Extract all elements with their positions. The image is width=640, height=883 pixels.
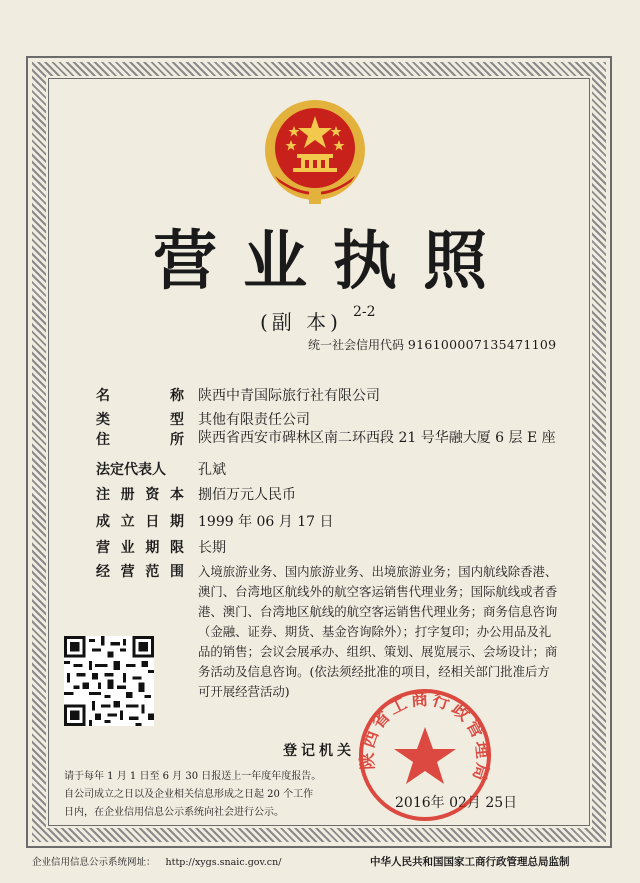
credit-code-value: 916100007135471109	[407, 337, 557, 352]
note-line: 日内，在企业信用信息公示系统向社会进行公示。	[64, 807, 284, 818]
footer-left	[32, 854, 281, 868]
document-title: 营业执照	[153, 224, 513, 299]
scope-line: （金融、证券、期货、基金咨询除外）；打字复印；办公用品及礼	[198, 624, 552, 639]
field-value-legal-rep: 孔斌	[198, 462, 226, 478]
scope-line: 可开展经营活动)	[198, 684, 290, 699]
scope-line: 入境旅游业务、国内旅游业务、出境旅游业务；国内航线除香港、	[198, 564, 558, 579]
credit-code-line	[308, 336, 556, 353]
field-label-address: 住 所	[96, 432, 184, 448]
field-value-scope	[198, 562, 618, 702]
svg-text:陕西省工商行政管理局: 陕西省工商行政管理局	[357, 689, 493, 786]
credit-code-label: 统一社会信用代码	[308, 338, 405, 352]
footer-url[interactable]: http://xygs.snaic.gov.cn/	[165, 857, 282, 868]
scope-line: 澳门、台湾地区航线外的航空客运销售代理业务；国际航线或者香	[198, 584, 558, 599]
field-value-term: 长期	[198, 540, 226, 556]
qr-code	[64, 636, 154, 726]
note-line: 自公司成立之日以及企业相关信息形成之日起 20 个工作	[64, 789, 314, 800]
field-value-name: 陕西中青国际旅行社有限公司	[198, 388, 380, 404]
field-label-type: 类 型	[96, 412, 184, 428]
scope-line: 务活动及信息咨询。(依法须经批准的项目，经相关部门批准后方	[198, 664, 550, 679]
field-value-established: 1999 年 06 月 17 日	[198, 514, 334, 530]
field-label-established: 成 立 日 期	[96, 514, 184, 530]
field-value-address: 陕西省西安市碑林区南二环西段 21 号华融大厦 6 层 E 座	[198, 430, 556, 446]
official-seal-icon	[355, 685, 495, 825]
footer-issuer: 中华人民共和国国家工商行政管理总局监制	[370, 856, 570, 868]
note-line: 请于每年 1 月 1 日至 6 月 30 日报送上一年度年度报告。	[64, 771, 322, 782]
footer-url-label: 企业信用信息公示系统网址：	[32, 857, 156, 868]
field-value-capital: 捌佰万元人民币	[198, 487, 296, 503]
field-label-term: 营 业 期 限	[96, 540, 184, 556]
national-emblem-icon	[261, 96, 369, 208]
issue-date: 2016年 02月 25日	[395, 795, 518, 811]
field-label-legal-rep: 法定代表人	[96, 462, 166, 478]
scope-line: 品的销售；会议会展承办、组织、策划、展览展示、会场设计；商	[198, 644, 558, 659]
field-value-type: 其他有限责任公司	[198, 412, 310, 428]
copy-number: 2-2	[353, 304, 376, 320]
field-label-name: 名 称	[96, 388, 184, 404]
annual-report-notes	[64, 768, 349, 822]
field-label-capital: 注 册 资 本	[96, 487, 184, 503]
scope-line: 港、澳门、台湾地区航线的航空客运销售代理业务；商务信息咨询	[198, 604, 558, 619]
document-subtitle: (副 本)	[260, 310, 342, 334]
field-label-scope: 经 营 范 围	[96, 564, 184, 580]
registration-authority: 登记机关	[283, 743, 355, 759]
